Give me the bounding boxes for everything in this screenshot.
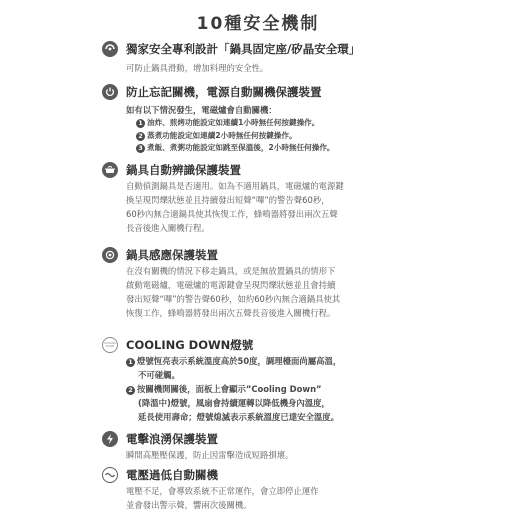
section-pan-sensing xyxy=(102,246,502,320)
list-item: 2 蒸煮功能設定如連續2小時無任何按鍵操作。 xyxy=(136,130,502,143)
section-text: 並會發出警示聲，響兩次後關機。 xyxy=(126,500,252,510)
section-cooling-down xyxy=(102,336,502,424)
section-heading: 電壓過低自動關機 xyxy=(126,468,218,482)
section-text: 可防止鍋具滑動，增加料理的安全性。 xyxy=(126,63,269,73)
section-heading: 防止忘記關機，電源自動關機保護裝置 xyxy=(126,85,322,99)
section-pan-detection xyxy=(102,161,502,235)
pan-sense-icon xyxy=(102,247,118,263)
section-heading: 電擊浪湧保護裝置 xyxy=(126,432,218,446)
section-text: 如有以下情況發生，電磁爐會自動關機： xyxy=(126,105,277,115)
section-text: 恢復工作，蜂鳴器將發出兩次五聲長音後進入關機行程。 xyxy=(126,308,336,318)
section-surge-protection xyxy=(102,430,502,462)
section-heading: 鍋具自動辨識保護裝置 xyxy=(126,163,241,177)
list-item: (降溫中)燈號，風扇會持續運轉以降低機身內溫度， xyxy=(138,398,330,408)
section-text: 60秒內無合適鍋具使其恢復工作，蜂鳴器將發出兩次五聲 xyxy=(126,209,338,219)
section-text: 在沒有關機的情況下移走鍋具，或是無放置鍋具的情形下 xyxy=(126,266,336,276)
section-text: 自動偵測鍋具是否適用。如為不適用鍋具，電磁爐的電源鍵 xyxy=(126,181,344,191)
list-item: 1 油炸、煎烤功能設定如連續1小時無任何按鍵操作。 xyxy=(136,117,502,130)
list-item: 不可碰觸。 xyxy=(138,370,180,380)
cooling-down-icon: COOLING DOWN xyxy=(102,337,118,353)
page-title: 10種安全機制 xyxy=(196,14,320,34)
list-item: 3 煮飯、煮粥功能設定如跳至保溫後，2小時無任何操作。 xyxy=(136,142,502,155)
voltage-icon xyxy=(102,467,118,483)
section-text: 長音後進入關機行程。 xyxy=(126,223,210,233)
section-low-voltage xyxy=(102,466,502,512)
section-text: 啟動電磁爐，電磁爐的電源鍵會呈現閃爍狀態並且會持續 xyxy=(126,280,336,290)
list-item: 2 按關機開關後，面板上會顯示”Cooling Down” xyxy=(126,382,502,396)
section-heading: COOLING DOWN燈號 xyxy=(126,338,254,352)
section-patent-design xyxy=(102,40,502,75)
section-heading: 獨家安全專利設計「鍋具固定座/矽晶安全環」 xyxy=(126,42,361,56)
section-auto-shutoff xyxy=(102,83,502,155)
section-text: 發出短聲“嗶”的警告聲60秒，如約60秒內無合適鍋具使其 xyxy=(126,294,341,304)
pan-fix-icon xyxy=(102,41,118,57)
pan-detect-icon xyxy=(102,162,118,178)
list-item: 延長使用壽命；燈號熄滅表示系統溫度已達安全溫度。 xyxy=(138,412,339,422)
section-text: 瞬間高壓壓保護，防止因雷擊造成短路損壞。 xyxy=(126,450,294,460)
section-text: 電壓不足，會導致系統不正常運作，會立即停止運作 xyxy=(126,486,319,496)
list-item: 1 燈號恆亮表示系統溫度高於50度，調理檯面尚屬高溫， xyxy=(126,354,502,368)
lightning-icon xyxy=(102,431,118,447)
section-heading: 鍋具感應保護裝置 xyxy=(126,248,218,262)
section-text: 換呈現閃爍狀態並且持續發出短聲“嗶”的警告聲60秒， xyxy=(126,195,330,205)
power-auto-icon xyxy=(102,84,118,100)
